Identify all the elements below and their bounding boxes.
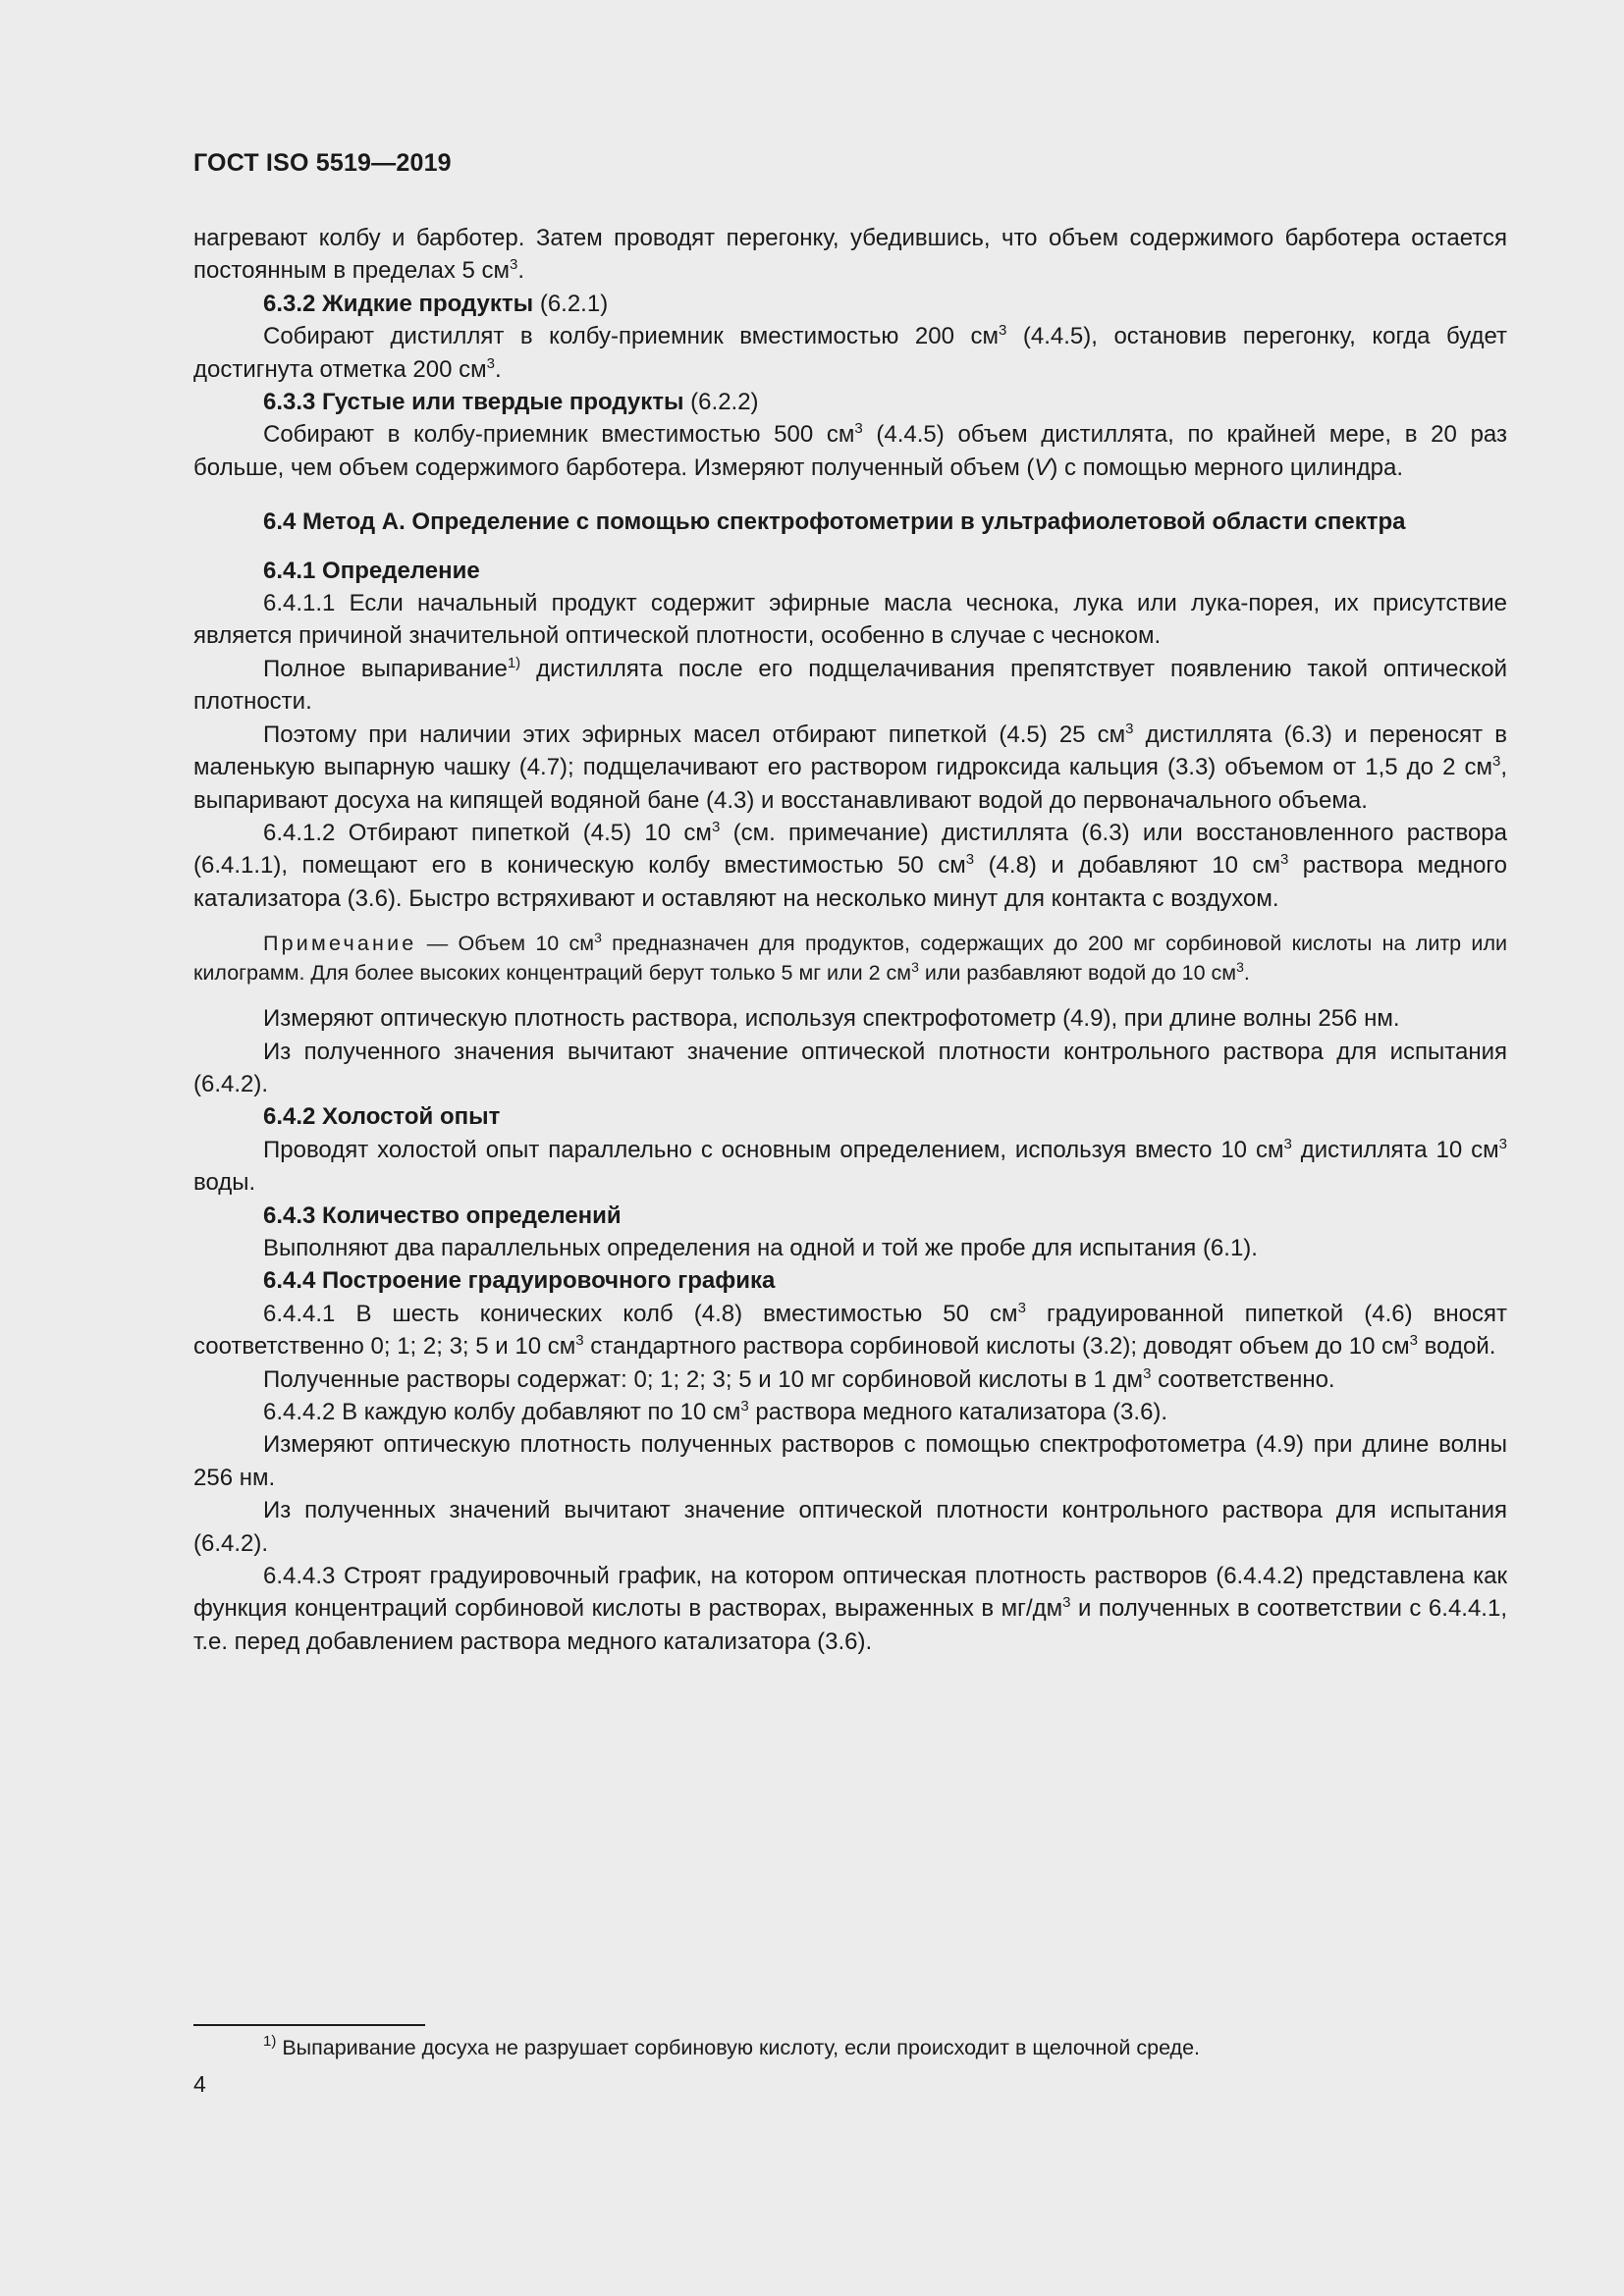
paragraph: 6.4.4.1 В шесть конических колб (4.8) вместимостью 50 $см^3$ градуированной пипеткой (4.6) вносят соответственно 0; 1; 2; 3; 5 и 10 $см^3$ стандартного раствора сорбиновой кислоты (3.2); доводят объем до 10 $см^3$ водой. — [193, 1299, 1507, 1361]
paragraph: Проводят холостой опыт параллельно с основным определением, используя вместо 10 $см^3$ дистиллята 10 $см^3$ воды. — [193, 1135, 1507, 1197]
paragraph: Полное выпаривание$^{1)}$ дистиллята после его подщелачивания препятствует появлению такой оптической плотности. — [193, 654, 1507, 716]
note-label: Примечание — [263, 932, 417, 956]
section-heading-6-4-3: 6.4.3 Количество определений — [263, 1201, 622, 1229]
document-body — [193, 222, 1507, 1658]
paragraph: Из полученного значения вычитают значение оптической плотности контрольного раствора для испытания (6.4.2). — [193, 1038, 1507, 1097]
footnote-divider — [193, 2024, 425, 2026]
paragraph: 6.4.4.3 Строят градуировочный график, на котором оптическая плотность растворов (6.4.4.2) представлена как функция концентраций сорбиновой кислоты в растворах, выраженных в $мг/дм^3$ и полученных в соответствии с 6.4.4.1, т.е. перед добавлением раствора медного катализатора (3.6). — [193, 1563, 1507, 1655]
section-heading-6-4-4: 6.4.4 Построение градуировочного графика — [263, 1267, 776, 1295]
note: Примечание — Объем 10 $см^3$ предназначен для продуктов, содержащих до 200 мг сорбиновой кислоты на литр или килограмм. Для более высоких концентраций берут только 5 мг или 2 $см^3$ или разбавляют водой до 10 $см^3$. — [193, 930, 1507, 986]
paragraph: 6.4.1.1 Если начальный продукт содержит эфирные масла чеснока, лука или лука-порея, их присутствие является причиной значительной оптической плотности, особенно в случае с чесноком. — [193, 590, 1507, 650]
paragraph: Из полученных значений вычитают значение оптической плотности контрольного раствора для испытания (6.4.2). — [193, 1497, 1507, 1557]
paragraph: Измеряют оптическую плотность полученных растворов с помощью спектрофотометра (4.9) при длине волны 256 нм. — [193, 1431, 1507, 1491]
section-heading-6-4-2: 6.4.2 Холостой опыт — [263, 1103, 501, 1131]
document-header: ГОСТ ISO 5519—2019 — [193, 149, 452, 177]
paragraph: Выполняют два параллельных определения на одной и той же пробе для испытания (6.1). — [263, 1234, 1258, 1261]
footnote-ref: 1) — [507, 654, 521, 671]
paragraph: Поэтому при наличии этих эфирных масел отбирают пипеткой (4.5) 25 $см^3$ дистиллята (6.3) и переносят в маленькую выпарную чашку (4.7); подщелачивают его раствором гидроксида кальция (3.3) объемом от 1,5 до 2 $см^3$, выпаривают досуха на кипящей водяной бане (4.3) и восстанавливают водой до первоначального объема. — [193, 720, 1507, 814]
page-number: 4 — [193, 2071, 206, 2097]
section-heading-6-3-2: 6.3.2 Жидкие продукты (6.2.1) — [263, 290, 609, 317]
section-heading-6-4-1: 6.4.1 Определение — [263, 557, 480, 584]
paragraph: Собирают дистиллят в колбу-приемник вместимостью 200 $см^3$ (4.4.5), остановив перегонку, когда будет достигнута отметка 200 $см^3$. — [193, 322, 1508, 383]
paragraph: нагревают колбу и барботер. Затем проводят перегонку, убедившись, что объем содержимого барботера остается постоянным в пределах 5 $см^3$. — [193, 225, 1507, 285]
paragraph: Собирают в колбу-приемник вместимостью 500 $см^3$ (4.4.5) объем дистиллята, по крайней мере, в 20 раз больше, чем объем содержимого барботера. Измеряют полученный объем (V) с помощью мерного цилиндра. — [193, 420, 1507, 481]
paragraph: Измеряют оптическую плотность раствора, используя спектрофотометр (4.9), при длине волны 256 нм. — [263, 1005, 1400, 1033]
footnote: $^{1)}$ Выпаривание досуха не разрушает сорбиновую кислоту, если происходит в щелочной среде. — [263, 2033, 1201, 2059]
section-heading-6-3-3: 6.3.3 Густые или твердые продукты (6.2.2) — [263, 389, 759, 416]
paragraph: 6.4.1.2 Отбирают пипеткой (4.5) 10 $см^3$ (см. примечание) дистиллята (6.3) или восстановленного раствора (6.4.1.1), помещают его в коническую колбу вместимостью 50 $см^3$ (4.8) и добавляют 10 $см^3$ раствора медного катализатора (3.6). Быстро встряхивают и оставляют на несколько минут для контакта с воздухом. — [193, 818, 1508, 912]
footnote-mark: 1) — [263, 2033, 277, 2050]
section-heading-6-4: 6.4 Метод А. Определение с помощью спектрофотометрии в ультрафиолетовой области спектра — [263, 508, 1406, 536]
paragraph: 6.4.4.2 В каждую колбу добавляют по 10 $см^3$ раствора медного катализатора (3.6). — [263, 1398, 1168, 1425]
paragraph: Полученные растворы содержат: 0; 1; 2; 3; 5 и 10 мг сорбиновой кислоты в 1 $дм^3$ соответственно. — [263, 1364, 1335, 1393]
